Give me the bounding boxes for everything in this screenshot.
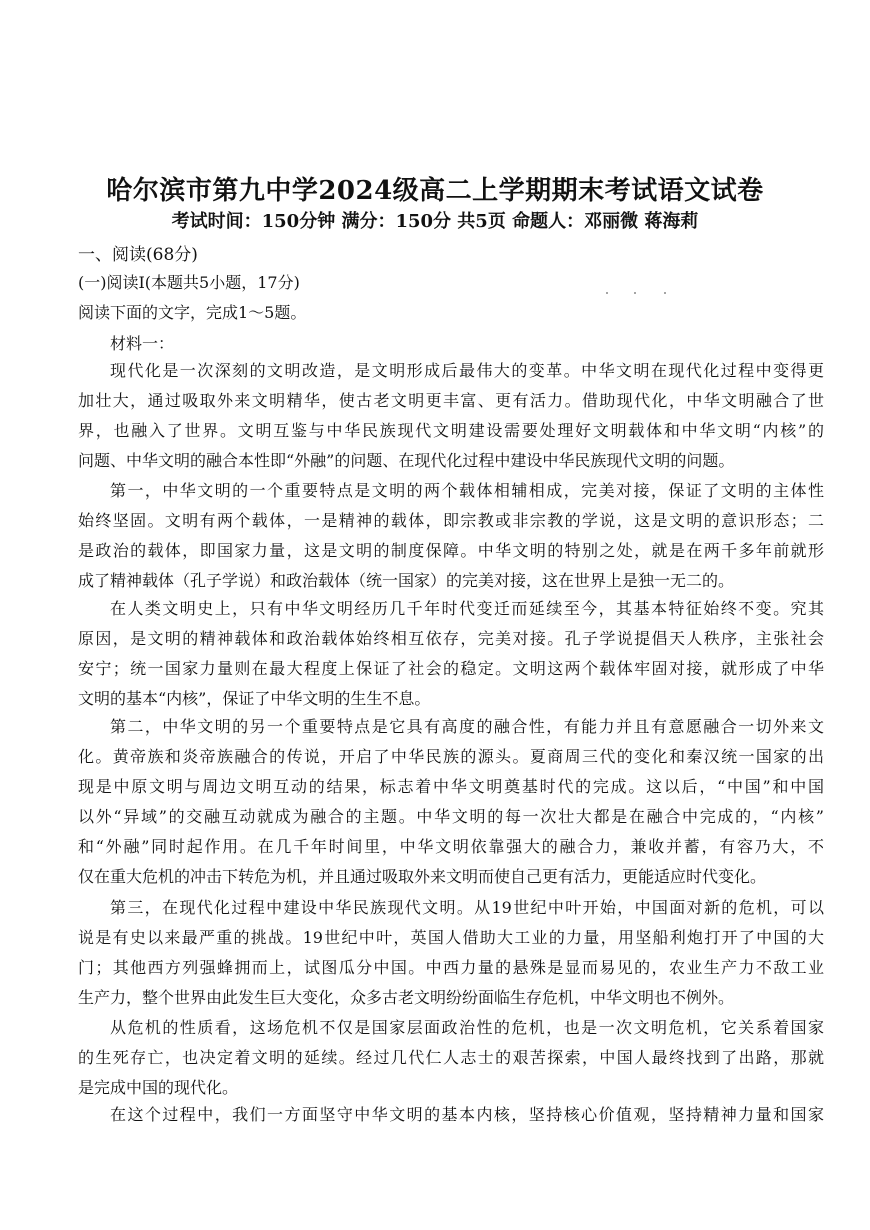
paragraph-line: 现是中原文明与周边文明互动的结果，标志着中华文明奠基时代的完成。这以后，“中国”和中国 xyxy=(78,777,824,796)
scan-speck xyxy=(606,292,608,294)
exam-info: 考试时间：150分钟 满分：150分 共5页 命题人：邓丽微 蒋海莉 xyxy=(171,211,699,232)
paragraph-line: 是完成中国的现代化。 xyxy=(78,1078,239,1097)
paragraph-7 xyxy=(78,1100,824,1130)
paragraph-line: 加壮大，通过吸取外来文明精华，使古老文明更丰富、更有活力。借助现代化，中华文明融合了世 xyxy=(78,391,824,410)
subsection-heading: (一)阅读Ⅰ(本题共5小题，17分) xyxy=(78,273,300,292)
paragraph-line: 生产力，整个世界由此发生巨大变化，众多古老文明纷纷面临生存危机，中华文明也不例外。 xyxy=(78,988,735,1007)
paragraph-line: 的生死存亡，也决定着文明的延续。经过几代仁人志士的艰苦探索，中国人最终找到了出路，那就 xyxy=(78,1048,824,1067)
paragraph-line: 第一，中华文明的一个重要特点是文明的两个载体相辅相成，完美对接，保证了文明的主体性 xyxy=(110,481,824,500)
paragraph-4 xyxy=(78,712,824,892)
paragraph-line: 从危机的性质看，这场危机不仅是国家层面政治性的危机，也是一次文明危机，它关系着国家 xyxy=(110,1018,824,1037)
exam-title: 哈尔滨市第九中学2024级高二上学期期末考试语文试卷 xyxy=(106,176,764,206)
paragraph-line: 现代化是一次深刻的文明改造，是文明形成后最伟大的变革。中华文明在现代化过程中变得更 xyxy=(110,361,824,380)
paragraph-line: 成了精神载体（孔子学说）和政治载体（统一国家）的完美对接，这在世界上是独一无二的。 xyxy=(78,571,735,590)
paragraph-line: 是政治的载体，即国家力量，这是文明的制度保障。中华文明的特别之处，就是在两千多年前就形 xyxy=(78,541,824,560)
paragraph-line: 门；其他西方列强蜂拥而上，试图瓜分中国。中西力量的悬殊是显而易见的，农业生产力不敌工业 xyxy=(78,958,824,977)
paragraph-line: 始终坚固。文明有两个载体，一是精神的载体，即宗教或非宗教的学说，这是文明的意识形态；二 xyxy=(78,511,824,530)
paragraph-line: 界，也融入了世界。文明互鉴与中华民族现代文明建设需要处理好文明载体和中华文明“内核”的 xyxy=(78,421,824,440)
material-label: 材料一： xyxy=(110,334,175,353)
paragraph-line: 安宁；统一国家力量则在最大程度上保证了社会的稳定。文明这两个载体牢固对接，就形成了中华 xyxy=(78,659,824,678)
paragraph-line: 第三，在现代化过程中建设中华民族现代文明。从19世纪中叶开始，中国面对新的危机，可以 xyxy=(110,898,824,917)
section-heading: 一、阅读(68分) xyxy=(78,245,198,265)
paragraph-line: 和“外融”同时起作用。在几千年时间里，中华文明依靠强大的融合力，兼收并蓄，有容乃大，不 xyxy=(78,837,824,856)
paragraph-5 xyxy=(78,893,824,1013)
scan-speck xyxy=(634,292,636,294)
paragraph-line: 问题、中华文明的融合本性即“外融”的问题、在现代化过程中建设中华民族现代文明的问题。 xyxy=(78,451,735,470)
paragraph-line: 在人类文明史上，只有中华文明经历几千年时代变迁而延续至今，其基本特征始终不变。究其 xyxy=(110,599,824,618)
paragraph-3 xyxy=(78,594,824,714)
paragraph-line: 在这个过程中，我们一方面坚守中华文明的基本内核，坚持核心价值观，坚持精神力量和国家 xyxy=(110,1105,824,1124)
reading-instruction: 阅读下面的文字，完成1～5题。 xyxy=(78,303,307,322)
paragraph-line: 仅在重大危机的冲击下转危为机，并且通过吸取外来文明而使自己更有活力，更能适应时代变化。 xyxy=(78,867,767,886)
paragraph-line: 原因，是文明的精神载体和政治载体始终相互依存，完美对接。孔子学说提倡天人秩序，主张社会 xyxy=(78,629,824,648)
paragraph-line: 说是有史以来最严重的挑战。19世纪中叶，英国人借助大工业的力量，用坚船利炮打开了中国的大 xyxy=(78,928,824,947)
paragraph-line: 第二，中华文明的另一个重要特点是它具有高度的融合性，有能力并且有意愿融合一切外来文 xyxy=(110,717,824,736)
paragraph-1 xyxy=(78,356,824,476)
paragraph-line: 化。黄帝族和炎帝族融合的传说，开启了中华民族的源头。夏商周三代的变化和秦汉统一国家的出 xyxy=(78,747,824,766)
paragraph-line: 以外“异域”的交融互动就成为融合的主题。中华文明的每一次壮大都是在融合中完成的，“内核” xyxy=(78,807,824,826)
scan-speck xyxy=(664,292,666,294)
paragraph-2 xyxy=(78,476,824,596)
paragraph-line: 文明的基本“内核”，保证了中华文明的生生不息。 xyxy=(78,689,431,708)
paragraph-6 xyxy=(78,1013,824,1103)
